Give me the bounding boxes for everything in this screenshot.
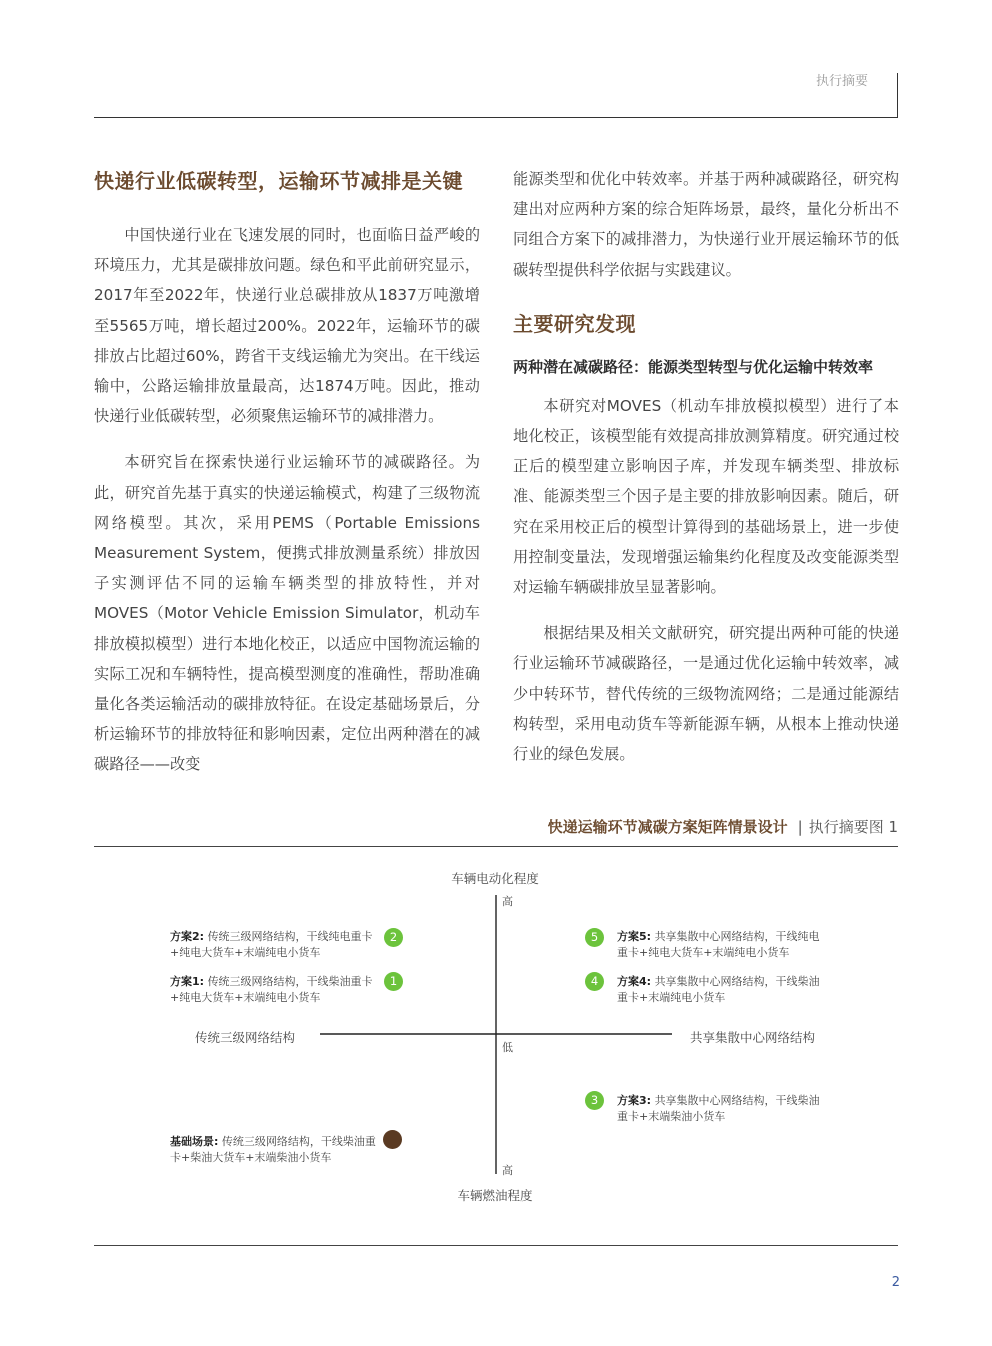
axis-label-left: 传统三级网络结构: [194, 1030, 295, 1045]
axis-label-right: 共享集散中心网络结构: [690, 1030, 816, 1045]
scenario-label: 基础场景:: [170, 1135, 219, 1148]
scenario-label: 方案5:: [617, 930, 652, 943]
scenario-label: 方案4:: [617, 975, 652, 988]
scenario-text: 共享集散中心网络结构，干线纯电重卡+纯电大货车+末端纯电小货车: [617, 930, 820, 959]
scenario-text: 传统三级网络结构，干线纯电重卡+纯电大货车+末端纯电小货车: [170, 930, 373, 959]
findings-subheading: 两种潜在减碳路径：能源类型转型与优化运输中转效率: [513, 357, 874, 376]
scenario-label: 方案3:: [617, 1094, 652, 1107]
scenario-text: 传统三级网络结构，干线柴油重卡+柴油大货车+末端柴油小货车: [170, 1135, 376, 1164]
paragraph: 中国快递行业在飞速发展的同时，也面临日益严峻的环境压力，尤其是碳排放问题。绿色和平此前研究显示，2017年至2022年，快递行业总碳排放从1837万吨激增至5565万吨，增长超过200%。2022年，运输环节的碳排放占比超过60%，跨省干支线运输尤为突出。在干线运输中，公路运输排放量最高，达1874万吨。因此，推动快递行业低碳转型，必须聚焦运输环节的减排潜力。: [94, 226, 480, 426]
section-label: 执行摘要: [815, 74, 868, 89]
scenario-badge-4: 4: [585, 972, 604, 991]
page-number: 2: [891, 1275, 900, 1290]
findings-heading: 主要研究发现: [513, 311, 636, 336]
scenario-badge-1: 1: [384, 972, 403, 991]
figure-caption: 执行摘要图 1: [808, 818, 898, 836]
scenario-badge-5: 5: [585, 928, 604, 947]
tick-high-top: 高: [502, 895, 513, 908]
axis-label-top: 车辆电动化程度: [451, 871, 539, 886]
scenario-5: [617, 929, 827, 960]
paragraph: 本研究对MOVES（机动车排放模拟模型）进行了本地化校正，该模型能有效提高排放测算精度。研究通过校正后的模型建立影响因子库，并发现车辆类型、排放标准、能源类型三个因子是主要的排放影响因素。随后，研究在采用校正后的模型计算得到的基础场景上，进一步使用控制变量法，发现增强运输集约化程度及改变能源类型对运输车辆碳排放呈显著影响。: [513, 396, 899, 597]
scenario-label: 方案1:: [170, 975, 205, 988]
baseline-dot: [383, 1130, 402, 1149]
scenario-badge-2: 2: [384, 928, 403, 947]
paragraph: 本研究旨在探索快递行业运输环节的减碳路径。为此，研究首先基于真实的快递运输模式，构建了三级物流网络模型。其次，采用PEMS（Portable Emissions Measurement System，便携式排放测量系统）排放因子实测评估不同的运输车辆类型的排放特性，并对MOVES（Motor Vehicle Emission Simulator，机动车排放模拟模型）进行本地化校正，以适应中国物流运输的实际工况和车辆特性，提高模型测度的准确性，帮助准确量化各类运输活动的碳排放特征。在设定基础场景后，分析运输环节的排放特征和影响因素，定位出两种潜在的减碳路径——改变: [94, 453, 480, 774]
paragraph-continuation: 能源类型和优化中转效率。并基于两种减碳路径，研究构建出对应两种方案的综合矩阵场景，最终，量化分析出不同组合方案下的减排潜力，为快递行业开展运输环节的低碳转型提供科学依据与实践建议。: [513, 170, 899, 279]
scenario-label: 方案2:: [170, 930, 205, 943]
paragraph: 根据结果及相关文献研究，研究提出两种可能的快递行业运输环节减碳路径，一是通过优化运输中转效率，减少中转环节，替代传统的三级物流网络；二是通过能源结构转型，采用电动货车等新能源车辆，从根本上推动快递行业的绿色发展。: [513, 624, 899, 764]
scenario-text: 共享集散中心网络结构，干线柴油重卡+末端纯电小货车: [617, 975, 820, 1004]
figure-title-separator: |: [797, 818, 803, 836]
scenario-3: [617, 1093, 827, 1124]
scenario-text: 传统三级网络结构，干线柴油重卡+纯电大货车+末端纯电小货车: [170, 975, 373, 1004]
scenario-text: 共享集散中心网络结构，干线柴油重卡+末端柴油小货车: [617, 1094, 820, 1123]
scenario-baseline: [170, 1134, 380, 1165]
axis-label-bottom: 车辆燃油程度: [457, 1188, 533, 1203]
scenario-4: [617, 974, 827, 1005]
figure-bottom-rule: [94, 1245, 898, 1246]
tick-low-center: 低: [502, 1041, 513, 1054]
scenario-badge-3: 3: [585, 1091, 604, 1110]
section-heading: 快递行业低碳转型，运输环节减排是关键: [94, 169, 463, 193]
figure-title-text: 快递运输环节减碳方案矩阵情景设计: [547, 818, 788, 836]
tick-high-bottom: 高: [502, 1164, 513, 1177]
scenario-1: [170, 974, 380, 1005]
scenario-2: [170, 929, 380, 960]
